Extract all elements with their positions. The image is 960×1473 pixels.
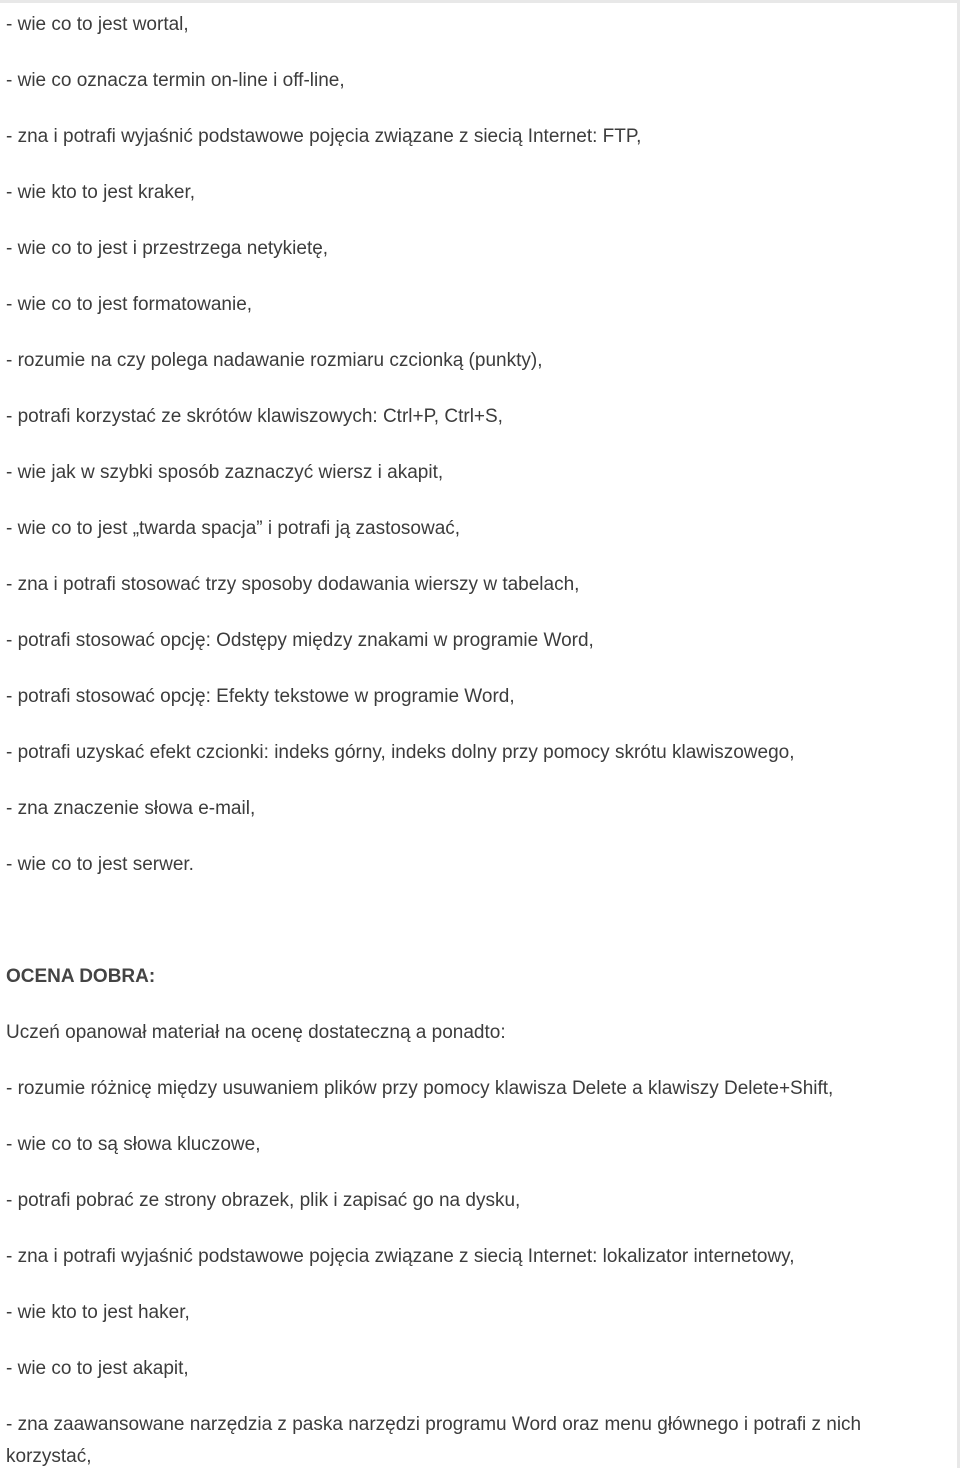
list-item: - zna znaczenie słowa e-mail, [6, 798, 256, 819]
list-item: - wie co to jest akapit, [6, 1358, 189, 1379]
list-item: - wie co to jest „twarda spacja” i potrafi ją zastosować, [6, 518, 461, 539]
list-item: - wie co oznacza termin on-line i off-line, [6, 70, 345, 91]
list-item: - wie co to są słowa kluczowe, [6, 1134, 261, 1155]
list-item: - rozumie na czy polega nadawanie rozmiaru czcionką (punkty), [6, 350, 543, 371]
list-item: - zna i potrafi wyjaśnić podstawowe pojęcia związane z siecią Internet: FTP, [6, 126, 642, 147]
list-item: - zna i potrafi wyjaśnić podstawowe pojęcia związane z siecią Internet: lokalizator internetowy, [6, 1246, 795, 1267]
list-item: - potrafi stosować opcję: Odstępy między znakami w programie Word, [6, 630, 594, 651]
list-item: - potrafi stosować opcję: Efekty tekstowe w programie Word, [6, 686, 515, 707]
list-item: - wie co to jest formatowanie, [6, 294, 253, 315]
list-item: - wie co to jest serwer. [6, 854, 194, 875]
section-intro: Uczeń opanował materiał na ocenę dostateczną a ponadto: [6, 1022, 506, 1043]
list-item: - wie jak w szybki sposób zaznaczyć wiersz i akapit, [6, 462, 444, 483]
list-item: - wie co to jest i przestrzega netykietę, [6, 238, 329, 259]
list-item: - potrafi korzystać ze skrótów klawiszowych: Ctrl+P, Ctrl+S, [6, 406, 503, 427]
list-item: - zna i potrafi stosować trzy sposoby dodawania wierszy w tabelach, [6, 574, 580, 595]
list-item: - wie kto to jest kraker, [6, 182, 196, 203]
list-item: - rozumie różnicę między usuwaniem plików przy pomocy klawisza Delete a klawiszy Delete+Shift, [6, 1078, 834, 1099]
list-item: - wie co to jest wortal, [6, 14, 189, 35]
list-item: - zna zaawansowane narzędzia z paska narzędzi programu Word oraz menu głównego i potrafi z nich korzystać, [6, 1414, 862, 1467]
list-item: - potrafi pobrać ze strony obrazek, plik i zapisać go na dysku, [6, 1190, 521, 1211]
section-heading: OCENA DOBRA: [6, 966, 156, 987]
list-item: - potrafi uzyskać efekt czcionki: indeks górny, indeks dolny przy pomocy skrótu klawiszowego, [6, 742, 795, 763]
list-item: - wie kto to jest haker, [6, 1302, 190, 1323]
